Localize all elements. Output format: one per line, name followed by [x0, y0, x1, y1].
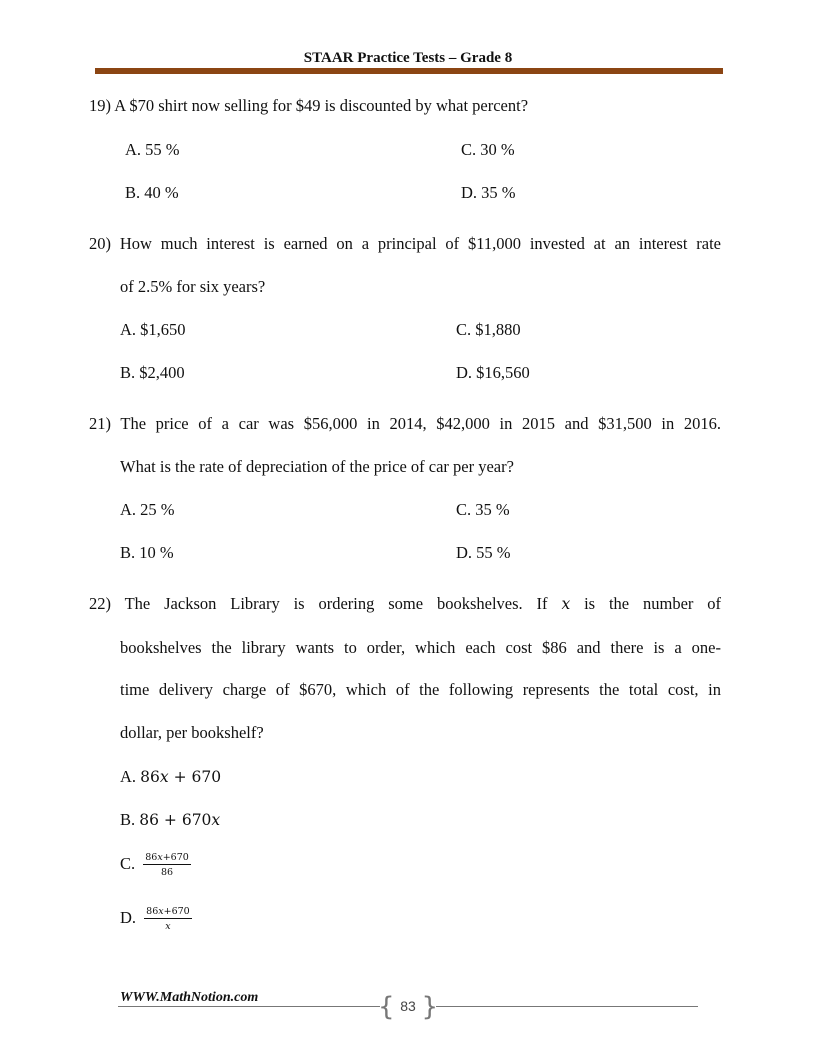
option-d: D. $\frac{86x+670}{x}$ — [120, 906, 190, 932]
option-c: C. 35 % — [456, 500, 510, 519]
left-brace-icon: { — [378, 992, 395, 1022]
question-text: 22) The Jackson Library is ordering some bookshelves. If x is the number of — [89, 594, 722, 613]
right-brace-icon: } — [421, 992, 438, 1022]
footer-website: WWW.MathNotion.com — [120, 990, 259, 1005]
footer-rule-right — [436, 1006, 698, 1007]
question-text-cont: bookshelves the library wants to order, which each cost $86 and there is a one- — [120, 638, 721, 657]
option-c: C. 30 % — [461, 140, 515, 159]
page-number-box — [378, 992, 438, 1022]
option-b: B. 86 + 670x — [120, 810, 221, 829]
option-c: C. $1,880 — [456, 320, 521, 339]
question-number: 21) — [89, 414, 111, 433]
numerator: 86x+670 — [145, 852, 189, 863]
question-stem: The price of a car was $56,000 in 2014, $42,000 in 2015 and $31,500 in 2016. — [120, 414, 722, 433]
option-c: C. $\frac{86x+670}{86}$ — [120, 852, 189, 878]
question-text-cont: What is the rate of depreciation of the price of car per year? — [120, 457, 514, 476]
option-a: A. $1,650 — [120, 320, 186, 339]
question-text-cont: of 2.5% for six years? — [120, 277, 266, 296]
option-d: D. 35 % — [461, 183, 516, 202]
question-text-cont: time delivery charge of $670, which of the following represents the total cost, in — [120, 680, 721, 699]
option-a: A. 55 % — [125, 140, 180, 159]
option-b: B. $2,400 — [120, 363, 185, 382]
fraction — [143, 852, 191, 878]
fraction — [144, 906, 192, 932]
variable-x: x — [561, 595, 571, 613]
question-number: 22) — [89, 594, 111, 613]
denominator: 86 — [160, 867, 174, 878]
header-title: STAAR Practice Tests – Grade 8 — [303, 50, 513, 66]
option-d: D. 55 % — [456, 543, 511, 562]
option-a: A. 86x + 670 — [120, 767, 222, 786]
header-rule — [95, 68, 723, 74]
question-text-cont: dollar, per bookshelf? — [120, 723, 264, 742]
question-text — [89, 96, 721, 116]
question-text — [89, 234, 721, 254]
page-number: 83 — [400, 998, 416, 1014]
footer-rule-left — [118, 1006, 380, 1007]
denominator: x — [165, 921, 171, 932]
numerator: 86x+670 — [146, 906, 190, 917]
option-b: B. 40 % — [125, 183, 179, 202]
option-a: A. 25 % — [120, 500, 175, 519]
expression: 86x + 670 — [140, 768, 222, 786]
expression: 86 + 670x — [139, 811, 221, 829]
question-text — [89, 414, 721, 434]
question-stem: A $70 shirt now selling for $49 is discounted by what percent? — [114, 96, 529, 115]
question-stem: How much interest is earned on a principal of $11,000 invested at an interest rate — [119, 234, 722, 253]
question-number: 20) — [89, 234, 111, 253]
option-d: D. $16,560 — [456, 363, 530, 382]
option-b: B. 10 % — [120, 543, 174, 562]
question-number: 19) — [89, 96, 111, 115]
